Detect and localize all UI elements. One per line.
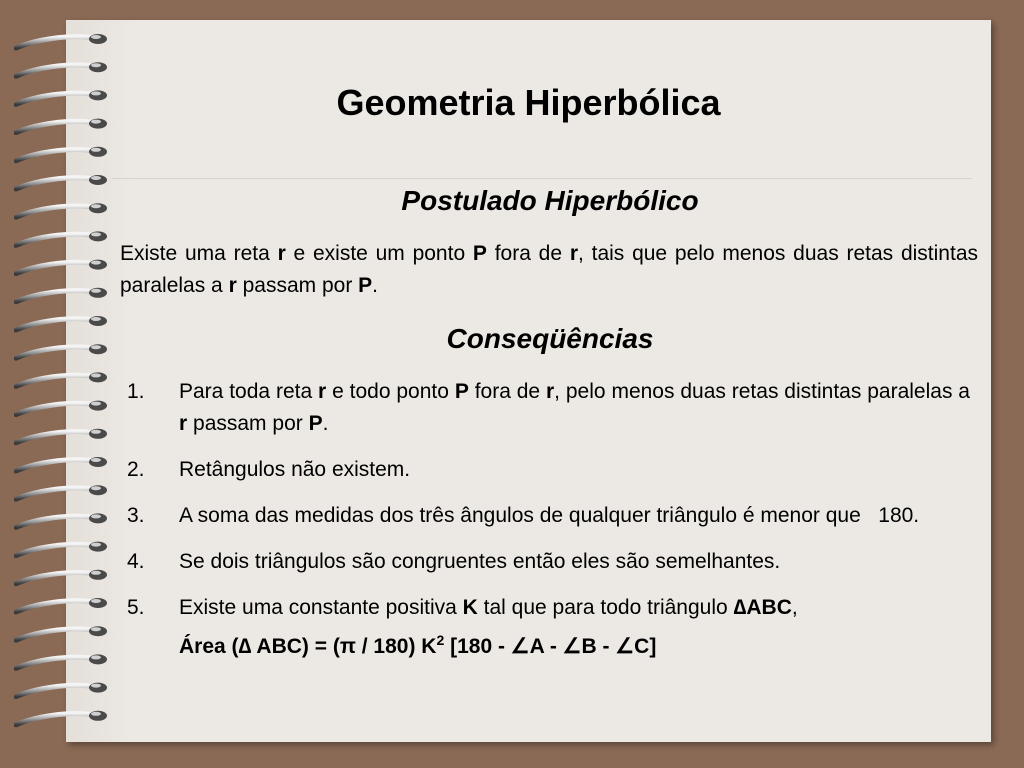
binding-ring (16, 542, 107, 556)
binding-ring (16, 344, 107, 358)
list-item: 5. Existe uma constante positiva K tal que para todo triângulo ∆ABC, Área (∆ ABC) = (π / 180) $K^2$ [180 - ∠A - ∠B - ∠C] (127, 596, 798, 658)
binding-ring (16, 654, 107, 668)
binding-ring (16, 288, 107, 302)
consequencias-list (124, 376, 970, 677)
binding-ring (16, 457, 107, 471)
list-item: 2. Retângulos não existem. (127, 458, 411, 481)
list-item: 3. A soma das medidas dos três ângulos de qualquer triângulo é menor que 180. (127, 504, 920, 527)
binding-ring (16, 401, 107, 415)
postulado-text: Existe uma reta r e existe um ponto P fora de r, tais que pelo menos duas retas distintas paralelas a r passam por P. (120, 242, 978, 297)
binding-ring (16, 175, 107, 189)
binding-ring (16, 570, 107, 584)
list-item: 1. Para toda reta r e todo ponto P fora de r, pelo menos duas retas distintas paralelas a r passam por P. (127, 380, 970, 435)
slide-title: Geometria Hiperbólica (336, 82, 721, 123)
binding-ring (16, 62, 107, 76)
binding-ring (16, 260, 107, 274)
binding-ring (16, 598, 107, 612)
binding-ring (16, 316, 107, 330)
binding-ring (16, 626, 107, 640)
binding-ring (16, 231, 107, 245)
binding-ring (16, 372, 107, 386)
binding-ring (16, 711, 107, 725)
binding-ring (16, 429, 107, 443)
postulado-heading: Postulado Hiperbólico (401, 185, 699, 216)
list-item: 4. Se dois triângulos são congruentes então eles são semelhantes. (127, 550, 781, 573)
binding-ring (16, 485, 107, 499)
binding-ring (16, 147, 107, 161)
binding-ring (16, 203, 107, 217)
spiral-binding (14, 28, 114, 738)
binding-ring (16, 34, 107, 48)
binding-ring (16, 513, 107, 527)
consequencias-heading: Conseqüências (446, 323, 654, 354)
divider (112, 178, 972, 179)
binding-ring (16, 683, 107, 697)
